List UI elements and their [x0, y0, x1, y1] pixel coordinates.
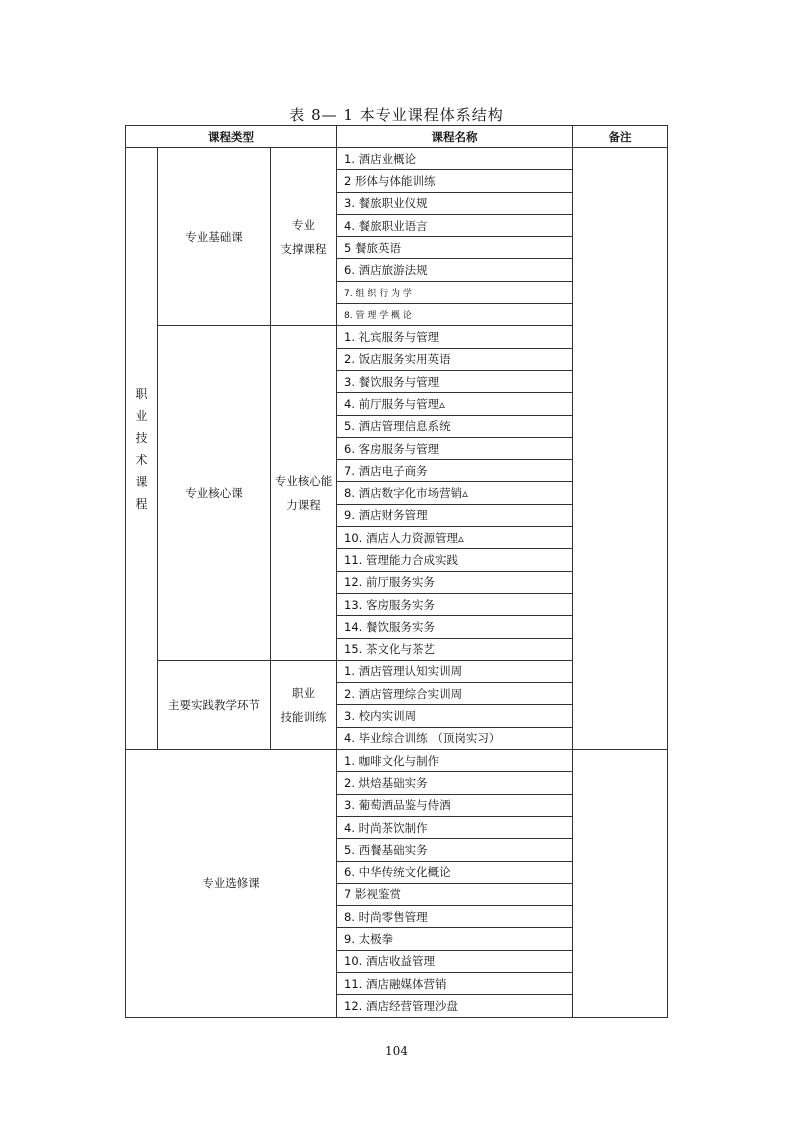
course-item: 11. 管理能力合成实践	[337, 549, 573, 571]
course-item: 13. 客房服务实务	[337, 593, 573, 615]
course-item: 4. 时尚茶饮制作	[337, 816, 573, 838]
course-item: 6. 中华传统文化概论	[337, 861, 573, 883]
course-item: 1. 酒店管理认知实训周	[337, 660, 573, 682]
remark-cell-vocational	[573, 148, 668, 750]
course-item: 6. 酒店旅游法规	[337, 259, 573, 281]
foundation-course-label: 专业基础课	[158, 148, 271, 326]
vertical-char: 职	[135, 386, 148, 401]
vertical-char: 术	[135, 452, 148, 467]
course-item: 3. 餐旅职业仪规	[337, 192, 573, 214]
course-item: 7. 组 织 行 为 学	[337, 281, 573, 303]
course-item: 7 影视鉴赏	[337, 883, 573, 905]
vertical-char: 课	[135, 474, 148, 489]
subtype-line: 技能训练	[280, 709, 327, 724]
header-course-name: 课程名称	[337, 126, 573, 148]
course-item: 8. 管 理 学 概 论	[337, 304, 573, 326]
course-item: 10. 酒店收益管理	[337, 950, 573, 972]
course-structure-table	[125, 125, 668, 1018]
header-row	[126, 126, 668, 148]
course-item: 4. 餐旅职业语言	[337, 214, 573, 236]
vertical-char: 业	[135, 408, 148, 423]
course-item: 2. 烘焙基础实务	[337, 772, 573, 794]
table-row	[126, 750, 668, 772]
foundation-subtype-label	[271, 148, 337, 326]
course-item: 5. 酒店管理信息系统	[337, 415, 573, 437]
table-row	[126, 148, 668, 170]
course-item: 3. 校内实训周	[337, 705, 573, 727]
vocational-course-label	[126, 148, 158, 750]
course-item: 1. 礼宾服务与管理	[337, 326, 573, 348]
practice-course-label: 主要实践教学环节	[158, 660, 271, 749]
course-item: 8. 酒店数字化市场营销▵	[337, 482, 573, 504]
course-item: 5 餐旅英语	[337, 237, 573, 259]
course-item: 9. 太极拳	[337, 928, 573, 950]
course-item: 11. 酒店融媒体营销	[337, 972, 573, 994]
course-item: 4. 前厅服务与管理▵	[337, 393, 573, 415]
practice-subtype-label	[271, 660, 337, 749]
header-remark: 备注	[573, 126, 668, 148]
elective-course-label: 专业选修课	[126, 750, 337, 1018]
subtype-line: 力课程	[286, 498, 321, 513]
course-item: 9. 酒店财务管理	[337, 504, 573, 526]
course-item: 12. 前厅服务实务	[337, 571, 573, 593]
course-item: 4. 毕业综合训练 （顶岗实习）	[337, 727, 573, 749]
course-item: 2. 酒店管理综合实训周	[337, 683, 573, 705]
course-item: 14. 餐饮服务实务	[337, 616, 573, 638]
subtype-line: 专业	[292, 217, 316, 232]
course-item: 2. 饭店服务实用英语	[337, 348, 573, 370]
remark-cell-elective	[573, 750, 668, 1018]
course-item: 1. 咖啡文化与制作	[337, 750, 573, 772]
course-item: 6. 客房服务与管理	[337, 437, 573, 459]
course-item: 15. 茶文化与茶艺	[337, 638, 573, 660]
header-course-type: 课程类型	[126, 126, 337, 148]
page-number: 104	[385, 1044, 408, 1058]
course-item: 10. 酒店人力资源管理▵	[337, 527, 573, 549]
core-course-label: 专业核心课	[158, 326, 271, 660]
course-item: 12. 酒店经营管理沙盘	[337, 995, 573, 1017]
subtype-line: 职业	[292, 685, 316, 700]
course-item: 2 形体与体能训练	[337, 170, 573, 192]
course-item: 7. 酒店电子商务	[337, 460, 573, 482]
vertical-char: 技	[135, 430, 148, 445]
course-item: 5. 西餐基础实务	[337, 839, 573, 861]
course-item: 8. 时尚零售管理	[337, 906, 573, 928]
course-item: 3. 餐饮服务与管理	[337, 370, 573, 392]
course-item: 3. 葡萄酒品鉴与侍酒	[337, 794, 573, 816]
vertical-char: 程	[135, 496, 148, 511]
core-subtype-label	[271, 326, 337, 660]
subtype-line: 支撑课程	[280, 241, 327, 256]
table-caption: 表 8— 1 本专业课程体系结构	[289, 106, 504, 124]
subtype-line: 专业核心能	[274, 474, 333, 489]
course-item: 1. 酒店业概论	[337, 148, 573, 170]
